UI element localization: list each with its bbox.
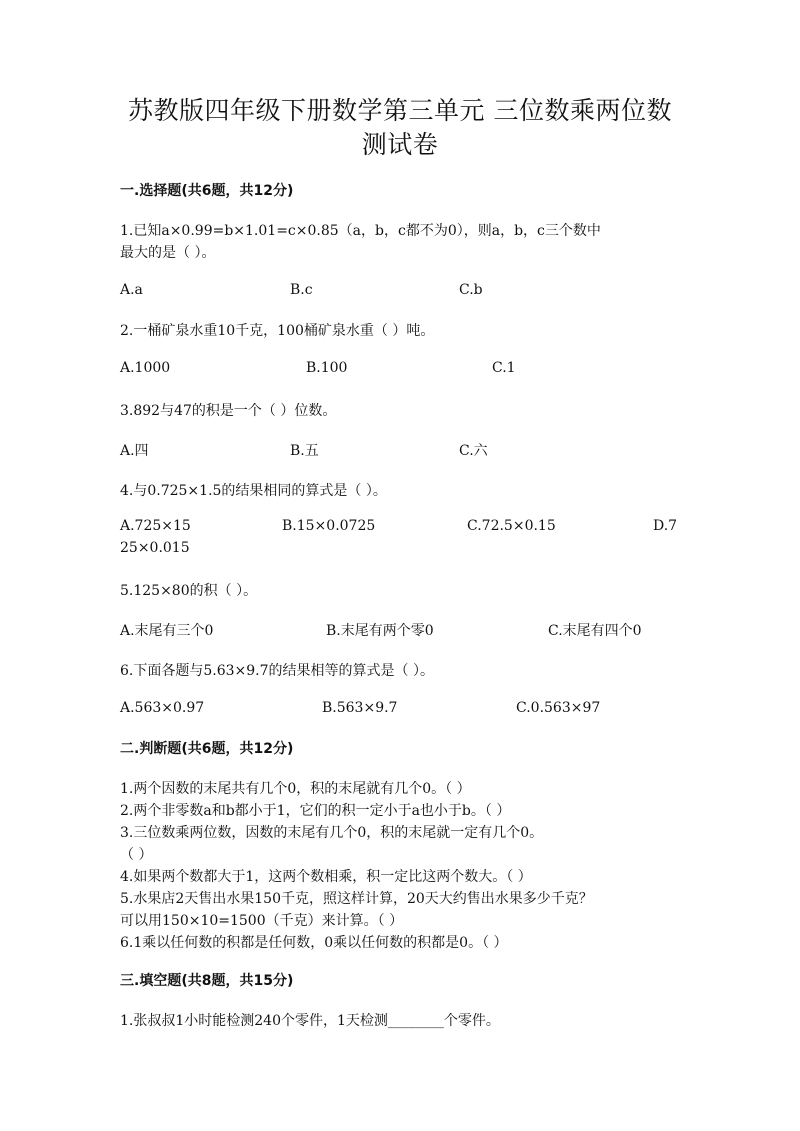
judge-line: 4.如果两个数都大于1，这两个数相乘，积一定比这两个数大。（ ）	[120, 869, 532, 885]
judge-line: 3.三位数乘两位数，因数的末尾有几个0，积的末尾就一定有几个0。	[120, 825, 544, 841]
fill-question: 1.张叔叔1小时能检测240个零件，1天检测________个零件。	[120, 1013, 500, 1029]
option-a: A.1000	[120, 360, 171, 376]
question-text: 6.下面各题与5.63×9.7的结果相等的算式是（ ）。	[120, 663, 434, 679]
option-a: A.725×15	[120, 518, 191, 534]
option-a: A.563×0.97	[120, 700, 205, 716]
option-b: B.15×0.0725	[282, 518, 376, 534]
option-d: D.7	[653, 518, 678, 534]
question-text: 5.125×80的积（ ）。	[120, 583, 258, 599]
question-text: 2.一桶矿泉水重10千克，100桶矿泉水重（ ）吨。	[120, 323, 435, 339]
option-a: A.a	[120, 282, 143, 298]
option-c: C.末尾有四个0	[548, 623, 642, 639]
option-c: C.六	[459, 443, 488, 459]
question-text: 3.892与47的积是一个（ ）位数。	[120, 403, 337, 419]
option-c: C.b	[459, 282, 483, 298]
judge-line: 可以用150×10=1500（千克）来计算。（ ）	[120, 913, 404, 929]
option-b: B.末尾有两个零0	[326, 623, 434, 639]
option-d-wrap: 25×0.015	[120, 540, 190, 556]
option-a: A.末尾有三个0	[120, 623, 214, 639]
option-b: B.c	[290, 282, 313, 298]
section-heading-fill: 三.填空题(共8题，共15分)	[120, 973, 294, 989]
judge-line: 5.水果店2天售出水果150千克，照这样计算，20天大约售出水果多少千克？	[120, 891, 593, 907]
question-text: 1.已知a×0.99=b×1.01=c×0.85（a，b，c都不为0），则a，b，c三个数中	[120, 223, 601, 239]
judge-line: 6.1乘以任何数的积都是任何数，0乘以任何数的积都是0。（ ）	[120, 935, 508, 951]
option-a: A.四	[120, 443, 149, 459]
option-b: B.五	[290, 443, 319, 459]
option-c: C.72.5×0.15	[467, 518, 556, 534]
page-title: 苏教版四年级下册数学第三单元 三位数乘两位数	[128, 96, 672, 125]
judge-line: 1.两个因数的末尾共有几个0，积的末尾就有几个0。（ ）	[120, 781, 471, 797]
section-heading-judge: 二.判断题(共6题，共12分)	[120, 741, 294, 757]
section-heading-choice: 一.选择题(共6题，共12分)	[120, 183, 294, 199]
judge-line: 2.两个非零数a和b都小于1，它们的积一定小于a也小于b。（ ）	[120, 803, 511, 819]
judge-line: （ ）	[120, 847, 153, 863]
question-text: 4.与0.725×1.5的结果相同的算式是（ ）。	[120, 483, 387, 499]
page-title-line2: 测试卷	[361, 130, 439, 159]
question-text: 最大的是（ ）。	[120, 245, 216, 261]
option-c: C.0.563×97	[516, 700, 601, 716]
option-b: B.563×9.7	[322, 700, 398, 716]
option-c: C.1	[492, 360, 516, 376]
option-b: B.100	[306, 360, 348, 376]
